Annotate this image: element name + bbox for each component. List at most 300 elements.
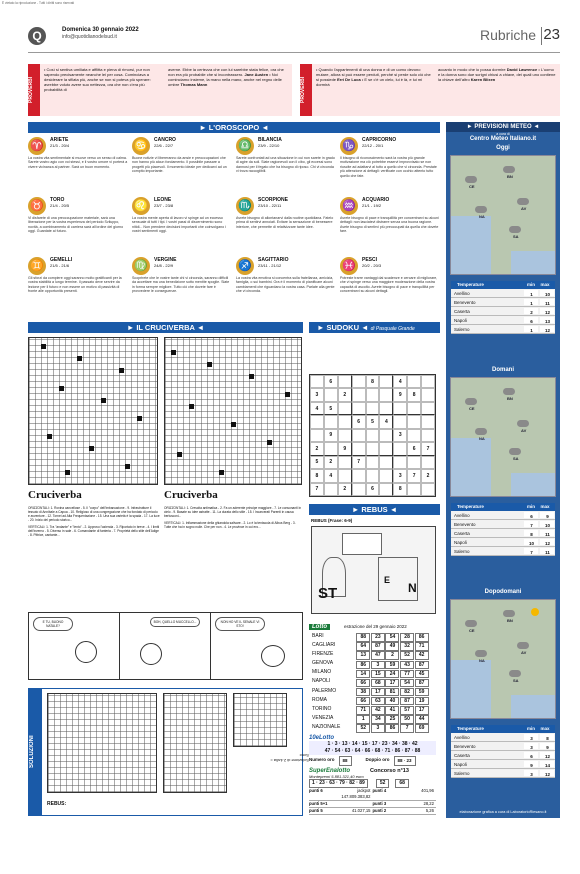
sudoku-cell[interactable] xyxy=(352,469,366,482)
temp-max: 12 xyxy=(540,770,554,776)
rebus-image xyxy=(311,526,436,614)
min-header: min xyxy=(526,726,535,731)
crossword-definitions-across: ORIZZONTALI: 1. Rovina cancellose - 5. Il "corpo" dell'imbarcazione - 9. Infrastrutture il tessuto di Annibale a Capua - 10. Religioso di una congregazione che ha fondato di pericolo e avventure - 12. Tornei ad Alta Frequentazione - 15. Una sua varietà è la spada - 17. La luce - 20. Inizio del periodo storico... xyxy=(28,506,160,522)
lotto-results xyxy=(309,622,436,815)
lotto-number: 50 xyxy=(400,715,414,724)
comic-strip xyxy=(28,612,303,680)
speech-bubble: NON HO VE IL SENALE VI STO! xyxy=(215,617,265,631)
comic-panel-3 xyxy=(211,613,302,679)
sudoku-cell[interactable] xyxy=(421,415,435,428)
proverb-text: • E se c'è un cielo, lui è là, e lui mi dormirà xyxy=(316,77,423,87)
sudoku-cell[interactable] xyxy=(393,442,407,455)
lotto-number: 86 xyxy=(356,661,370,670)
lotto-city: NAPOLI xyxy=(312,678,331,685)
prize-cell: punti 5+1 xyxy=(309,801,328,807)
city-name: Salerno xyxy=(454,549,470,554)
city-name: Caserta xyxy=(454,531,470,536)
sudoku-cell[interactable] xyxy=(379,469,393,482)
prize-row xyxy=(309,808,436,815)
weather-day: Oggi xyxy=(496,145,510,151)
sudoku-cell[interactable]: 2 xyxy=(310,442,324,455)
sign-forecast: La vostra vita emotiva si concentra sulla fratellanza, amicizia, famiglia, o sui bambini. Ora è il momento di pianificare alcuni cambiamenti che riguardano la vostra casa. Parlate alla gente che vi circonda. xyxy=(236,276,335,294)
weather-map xyxy=(450,599,556,719)
sudoku-cell[interactable]: 7 xyxy=(407,469,421,482)
crossword-definitions-down: VERTICALI: 1. Tra "andante" e "lento" - 2. Approvo l'azienda - 3. Riportato in breve - 4. I limiti dell'inverno - 5. Diverso in sale - 6. Comandante di fanteria - 7. Proprietà dello stile dell'Adige - 8. Pittrice, cantante... xyxy=(28,525,160,537)
rebus-label: REBUS: xyxy=(47,801,67,807)
sign-name: SAGITTARIO xyxy=(258,257,289,263)
sudoku-cell[interactable] xyxy=(324,415,338,428)
lotto-logo: Lotto xyxy=(309,624,330,630)
sudoku-cell[interactable] xyxy=(338,456,352,469)
sudoku-cell[interactable] xyxy=(366,456,380,469)
sudoku-cell[interactable] xyxy=(421,388,435,401)
temperature-table xyxy=(451,725,555,778)
zodiac-icon: ♎ xyxy=(236,137,254,155)
temp-max: 13 xyxy=(540,317,554,323)
rebus-letter-e: E xyxy=(384,575,391,585)
sign-name: VERGINE xyxy=(154,257,177,263)
rebus-hint: REBUS (Frase: 6-9) xyxy=(311,518,353,523)
sudoku-cell[interactable]: 2 xyxy=(324,456,338,469)
sudoku-cell[interactable]: 3 xyxy=(393,469,407,482)
weather-column xyxy=(446,122,560,818)
sudoku-cell[interactable] xyxy=(393,402,407,415)
lotto-number: 49 xyxy=(385,642,399,651)
temp-min: 1 xyxy=(524,290,538,296)
map-city-label: CE xyxy=(469,184,475,189)
sudoku-cell[interactable] xyxy=(379,375,393,388)
sign-name: CANCRO xyxy=(154,137,176,143)
temperature-row xyxy=(451,529,555,538)
lotto-number: 68 xyxy=(371,679,385,688)
sudoku-cell[interactable] xyxy=(407,429,421,442)
comic-panel-1 xyxy=(29,613,120,679)
sign-dates: 23/11 - 21/12 xyxy=(258,263,282,268)
prize-cell: 28,22 xyxy=(423,801,434,807)
horoscope-sign xyxy=(132,257,232,294)
sudoku-cell[interactable]: 8 xyxy=(393,483,407,496)
crossword-definitions-down: VERTICALI: 1. Infiammazione della ghiandola salivare - 2. Lo è la tentacola di Albus Berg - 3. Tutte che ha in sogno nulle. Che per non - 4. Le province in cui ero... xyxy=(164,521,296,529)
sign-name: ACQUARIO xyxy=(362,197,390,203)
temp-min: 3 xyxy=(524,770,538,776)
sign-name: TORO xyxy=(50,197,65,203)
sudoku-cell[interactable]: 8 xyxy=(366,375,380,388)
city-name: Napoli xyxy=(454,762,467,767)
sudoku-header xyxy=(309,322,440,333)
temperature-row xyxy=(451,538,555,547)
sudoku-cell[interactable]: 9 xyxy=(393,388,407,401)
zodiac-icon: ♐ xyxy=(236,257,254,275)
doppio-oro-label: Doppio oro xyxy=(365,757,390,763)
temp-max: 10 xyxy=(540,290,554,296)
sudoku-cell[interactable]: 9 xyxy=(338,442,352,455)
temp-max: 10 xyxy=(540,521,554,527)
proverb-author: Erri De Luca xyxy=(337,77,361,82)
sign-dates: 23/7 - 23/8 xyxy=(154,203,174,208)
zodiac-icon: ♋ xyxy=(132,137,150,155)
sudoku-cell[interactable] xyxy=(338,402,352,415)
table-title: Temperature xyxy=(457,726,484,731)
lotto-number: 42 xyxy=(415,651,429,660)
temp-max: 11 xyxy=(540,299,554,305)
sudoku-cell[interactable] xyxy=(310,415,324,428)
proverb-text: • L'uomo e la donna sono due scrigni chiusi a chiave, dei quali uno contiene la chiave dell'altro xyxy=(438,67,556,82)
temp-max: 12 xyxy=(540,752,554,758)
crossword-grid-2[interactable] xyxy=(164,337,302,485)
temperature-row xyxy=(451,520,555,529)
sudoku-cell[interactable]: 4 xyxy=(393,375,407,388)
sudoku-cell[interactable] xyxy=(421,429,435,442)
page-number: 23 xyxy=(543,26,560,43)
temp-min: 9 xyxy=(524,761,538,767)
proverb-text: accanto in modo che io possa dormire xyxy=(438,67,506,72)
prize-cell: jackpot 147.809.383,82 xyxy=(341,788,371,800)
proverb-author: Jane Austen xyxy=(244,72,269,77)
lotto-number: 19 xyxy=(415,697,429,706)
temperature-row xyxy=(451,316,555,325)
rebus-letters-st: ST xyxy=(318,585,338,602)
sudoku-cell[interactable] xyxy=(352,483,366,496)
city-name: Avellino xyxy=(454,513,470,518)
horoscope-sign xyxy=(28,197,128,234)
horoscope-sign xyxy=(236,197,336,229)
sudoku-cell[interactable]: 6 xyxy=(324,375,338,388)
sudoku-cell[interactable] xyxy=(366,402,380,415)
superenalotto-logo: SuperEnalotto xyxy=(309,768,351,775)
city-name: Benevento xyxy=(454,300,476,305)
lotto-number: 59 xyxy=(415,688,429,697)
temp-min: 3 xyxy=(524,743,538,749)
zodiac-icon: ♒ xyxy=(340,197,358,215)
sudoku-cell[interactable] xyxy=(338,469,352,482)
sudoku-cell[interactable]: 4 xyxy=(379,415,393,428)
rebus-solution: Soluzione di 2.4a5a = Sono xyxy=(270,753,309,763)
proverb-text: • Quando l'appartenenti di una donna e di un uomo devono mutare, allora si può essere perduti, perché si perde solo ciò che si possiede xyxy=(316,67,431,82)
sun-icon xyxy=(531,608,539,616)
lotto-number: 42 xyxy=(371,706,385,715)
lotto-number: 17 xyxy=(385,679,399,688)
lotto-number: 87 xyxy=(400,697,414,706)
lotto-row xyxy=(309,724,436,733)
sign-name: BILANCIA xyxy=(258,137,282,143)
crossword-solution-2 xyxy=(163,693,227,793)
comic-panel-2 xyxy=(120,613,211,679)
lotto-number: 82 xyxy=(400,688,414,697)
city-name: Benevento xyxy=(454,522,476,527)
sudoku-cell[interactable] xyxy=(338,415,352,428)
sudoku-cell[interactable]: 8 xyxy=(407,388,421,401)
page-header xyxy=(28,27,560,53)
sudoku-cell[interactable]: 6 xyxy=(407,442,421,455)
sudoku-cell[interactable] xyxy=(407,402,421,415)
sudoku-cell[interactable] xyxy=(379,483,393,496)
map-city-label: BN xyxy=(507,174,513,179)
temperature-row xyxy=(451,511,555,520)
lotto-row xyxy=(309,678,436,687)
lotto-number: 66 xyxy=(356,697,370,706)
weather-day-panel xyxy=(446,367,560,589)
sign-dates: 23/9 - 22/10 xyxy=(258,143,280,148)
lotto-number: 52 xyxy=(356,724,370,733)
crossword-grid-1[interactable] xyxy=(28,337,158,485)
contact-email[interactable]: info@quotidianodelsud.it xyxy=(62,34,117,40)
sign-dates: 20/2 - 20/3 xyxy=(362,263,382,268)
sudoku-cell[interactable] xyxy=(352,402,366,415)
lotto-number: 87 xyxy=(415,679,429,688)
lotto-number: 52 xyxy=(400,651,414,660)
sudoku-cell[interactable] xyxy=(421,402,435,415)
zodiac-icon: ♓ xyxy=(340,257,358,275)
city-name: Benevento xyxy=(454,744,476,749)
lotto-number: 17 xyxy=(415,706,429,715)
temp-min: 3 xyxy=(524,734,538,740)
sign-name: LEONE xyxy=(154,197,172,203)
prize-cell: punti 6 xyxy=(309,788,323,794)
lotto-number: 71 xyxy=(356,706,370,715)
sudoku-cell[interactable] xyxy=(324,388,338,401)
prize-row xyxy=(309,788,436,801)
map-city-label: SA xyxy=(513,234,519,239)
lotto-row xyxy=(309,697,436,706)
horoscope-sign xyxy=(340,137,440,178)
temp-min: 8 xyxy=(524,530,538,536)
sign-dates: 21/1 - 19/2 xyxy=(362,203,382,208)
speech-bubble: BOH, QUELLO MUCCELLO... xyxy=(150,617,200,627)
lotto-number: 17 xyxy=(371,688,385,697)
sign-forecast: Scoprirete che le vostre tante chi vi circonda, saranno difficili da accettare ma una benedizione sotto mentite spoglie. Siate in forma sempre migliore. Tutto ciò che dovete fare è provvedere le conseguenze. xyxy=(132,276,230,294)
sign-dates: 21/4 - 20/5 xyxy=(50,203,70,208)
sudoku-cell[interactable]: 7 xyxy=(352,456,366,469)
sudoku-cell[interactable] xyxy=(379,456,393,469)
lotto-city: VENEZIA xyxy=(312,714,334,721)
sudoku-cell[interactable] xyxy=(407,375,421,388)
sudoku-title: ► SUDOKU ◄ xyxy=(317,323,369,332)
sudoku-cell[interactable]: 4 xyxy=(324,469,338,482)
sudoku-grid[interactable] xyxy=(309,374,436,497)
weather-day-panel xyxy=(446,589,560,811)
lotto-row xyxy=(309,633,436,642)
sudoku-cell[interactable]: 4 xyxy=(310,402,324,415)
horoscope-sign xyxy=(28,137,128,169)
map-city-label: CE xyxy=(469,628,475,633)
sudoku-cell[interactable]: 5 xyxy=(310,456,324,469)
lotto-row xyxy=(309,688,436,697)
lotto-number: 63 xyxy=(371,697,385,706)
sudoku-cell[interactable] xyxy=(366,388,380,401)
tenelotto-numbers-1: 1 · 3 · 13 · 14 · 15 · 17 · 23 · 34 · 38 · 42 xyxy=(309,741,436,748)
sign-name: PESCI xyxy=(362,257,378,263)
sudoku-cell[interactable]: 9 xyxy=(324,429,338,442)
tenelotto-numbers-2: 47 · 54 · 63 · 64 · 66 · 68 · 71 · 86 · 87 · 88 xyxy=(309,748,436,755)
sudoku-cell[interactable]: 7 xyxy=(310,483,324,496)
lotto-number: 87 xyxy=(371,642,385,651)
proverbs-left xyxy=(28,64,292,116)
sudoku-cell[interactable] xyxy=(352,429,366,442)
temperature-row xyxy=(451,769,555,778)
lotto-number: 23 xyxy=(371,633,385,642)
sudoku-cell[interactable] xyxy=(338,429,352,442)
max-header: max xyxy=(540,726,550,731)
rebus-letter-n: N xyxy=(408,581,417,595)
sudoku-cell[interactable] xyxy=(393,415,407,428)
sudoku-cell[interactable] xyxy=(393,456,407,469)
sudoku-cell[interactable] xyxy=(407,483,421,496)
weather-credit-label: a cura di xyxy=(496,132,510,136)
sudoku-cell[interactable] xyxy=(310,375,324,388)
tenelotto-logo: 10eLotto xyxy=(309,735,335,742)
sudoku-cell[interactable] xyxy=(352,388,366,401)
sudoku-cell[interactable] xyxy=(366,442,380,455)
map-city-label: NA xyxy=(479,658,485,663)
sudoku-cell[interactable] xyxy=(324,442,338,455)
temperature-table xyxy=(451,281,555,334)
table-title: Temperature xyxy=(457,282,484,287)
weather-map xyxy=(450,155,556,275)
temperature-row xyxy=(451,760,555,769)
sudoku-solution xyxy=(233,693,287,747)
horoscope-sign xyxy=(236,137,336,174)
sudoku-cell[interactable]: 2 xyxy=(421,469,435,482)
horoscope-sign xyxy=(132,197,232,234)
lotto-number: 14 xyxy=(356,670,370,679)
city-name: Salerno xyxy=(454,327,470,332)
prize-cell: punti 4 xyxy=(372,788,387,794)
lotto-city: BARI xyxy=(312,633,324,639)
sudoku-cell[interactable] xyxy=(352,375,366,388)
map-city-label: BN xyxy=(507,396,513,401)
lotto-number: 24 xyxy=(385,670,399,679)
proverb-text: • Noi cominciamo insieme, la mano nella mano, anche nel regno delle ombre xyxy=(168,72,282,87)
lotto-number: 69 xyxy=(415,724,429,733)
sudoku-cell[interactable] xyxy=(407,415,421,428)
lotto-number: 1 xyxy=(356,715,370,724)
horoscope-sign xyxy=(340,257,440,294)
zodiac-icon: ♏ xyxy=(236,197,254,215)
map-city-label: AV xyxy=(521,428,527,433)
lotto-number: 13 xyxy=(356,651,370,660)
issue-date: Domenica 30 gennaio 2022 xyxy=(62,27,139,33)
header-divider xyxy=(541,27,542,45)
lotto-number: 54 xyxy=(400,679,414,688)
prize-cell: 41.027,15 xyxy=(351,808,371,814)
proverbs-label: PROVERBI xyxy=(300,64,312,116)
sudoku-cell[interactable] xyxy=(379,442,393,455)
prize-cell: 5,26 xyxy=(425,808,434,814)
map-city-label: SA xyxy=(513,456,519,461)
rebus-header: ► REBUS ◄ xyxy=(309,504,440,515)
sign-forecast: Gli sforzi da compiere oggi saranno molto gratificanti per la vostra stabilità a lungo termine. Il passato deve servire da lezione per il futuro e non essere un motivo di passività di fronte alle opportunità presenti. xyxy=(28,276,122,294)
lotto-row xyxy=(309,715,436,724)
city-name: Avellino xyxy=(454,735,470,740)
numero-oro-label: Numero oro xyxy=(309,757,335,763)
lotto-number: 45 xyxy=(415,670,429,679)
sudoku-cell[interactable]: 5 xyxy=(324,402,338,415)
lotto-number: 86 xyxy=(385,724,399,733)
max-header: max xyxy=(540,504,550,509)
lotto-number: 34 xyxy=(371,715,385,724)
sign-forecast: Avrete bisogno di pace e tranquillità per concentrarvi su alcuni dettagli: non lasciatevi distrarre senza una buona ragione. Avete bisogno di sentirvi più preoccupati da quella che dovete fare. xyxy=(340,216,439,234)
lotto-number: 47 xyxy=(371,651,385,660)
sudoku-cell[interactable]: 6 xyxy=(366,483,380,496)
temp-max: 12 xyxy=(540,539,554,545)
sudoku-cell[interactable] xyxy=(379,429,393,442)
lotto-number: 15 xyxy=(371,670,385,679)
sudoku-cell[interactable]: 6 xyxy=(352,415,366,428)
lotto-number: 3 xyxy=(371,724,385,733)
sign-name: CAPRICORNO xyxy=(362,137,397,143)
sudoku-cell[interactable] xyxy=(379,402,393,415)
zodiac-icon: ♊ xyxy=(28,257,46,275)
map-city-label: CE xyxy=(469,406,475,411)
temperature-row xyxy=(451,547,555,556)
prize-cell: punti 5 xyxy=(309,808,323,814)
sudoku-cell[interactable]: 3 xyxy=(393,429,407,442)
sign-dates: 22/12 - 20/1 xyxy=(362,143,384,148)
prize-cell: punti 2 xyxy=(372,808,387,814)
horoscope-grid xyxy=(28,137,440,317)
city-name: Salerno xyxy=(454,771,470,776)
temp-min: 6 xyxy=(524,752,538,758)
sudoku-cell[interactable] xyxy=(352,442,366,455)
sign-dates: 22/6 - 22/7 xyxy=(154,143,174,148)
sudoku-author: di Pasquale Grande xyxy=(370,326,415,332)
lotto-city: MILANO xyxy=(312,669,332,676)
weather-day-panel xyxy=(446,145,560,367)
lotto-number: 43 xyxy=(400,661,414,670)
speech-bubble: E TU, BUONO NATALE? xyxy=(33,617,73,631)
crossword-solution-1 xyxy=(47,693,157,793)
weather-footer: elaborazione grafica a cura di LaboratorioRiesano.it xyxy=(459,810,547,814)
proverbs-right xyxy=(300,64,560,116)
sudoku-cell[interactable]: 2 xyxy=(338,483,352,496)
lotto-number: 66 xyxy=(356,679,370,688)
sudoku-cell[interactable]: 8 xyxy=(310,469,324,482)
sudoku-cell[interactable]: 7 xyxy=(421,442,435,455)
concorso-number: Concorso n°13 xyxy=(370,768,409,775)
sudoku-cell[interactable] xyxy=(366,469,380,482)
sign-forecast: Buone notizie vi libereranno da ansie e preoccupazioni che non hanno più alcun fondamento. Il possibile passare a progetti più piacevoli. Il momento ideale per dedicarvi ad un compito importante. xyxy=(132,156,227,174)
zodiac-icon: ♉ xyxy=(28,197,46,215)
sudoku-cell[interactable]: 3 xyxy=(310,388,324,401)
weather-map xyxy=(450,377,556,497)
sudoku-cell[interactable] xyxy=(366,429,380,442)
sudoku-cell[interactable]: 2 xyxy=(338,388,352,401)
sudoku-cell[interactable] xyxy=(338,375,352,388)
temp-max: 12 xyxy=(540,308,554,314)
sign-name: ARIETE xyxy=(50,137,69,143)
sign-dates: 24/8 - 22/9 xyxy=(154,263,174,268)
sudoku-cell[interactable] xyxy=(407,456,421,469)
temp-min: 6 xyxy=(524,317,538,323)
sudoku-cell[interactable] xyxy=(310,429,324,442)
min-header: min xyxy=(526,504,535,509)
temp-min: 6 xyxy=(524,512,538,518)
sudoku-cell[interactable] xyxy=(421,456,435,469)
lotto-number: 87 xyxy=(415,661,429,670)
sign-forecast: Potreste trarre vantaggi dai scadenze e cercare di migliorare, che vi spinge verso una maggiore moderazione della vostra capacità di ascolto. Avrete bisogno di pace e tranquillità per concentrarvi su alcuni dettagli. xyxy=(340,276,438,294)
lotto-number: 57 xyxy=(400,706,414,715)
temperature-row xyxy=(451,742,555,751)
min-header: min xyxy=(526,282,535,287)
montepremi: Montepremi 5.881.321,40 euro xyxy=(309,774,364,780)
sudoku-cell[interactable] xyxy=(421,483,435,496)
lotto-row xyxy=(309,651,436,660)
sudoku-cell[interactable] xyxy=(379,388,393,401)
sudoku-cell[interactable] xyxy=(324,483,338,496)
sudoku-cell[interactable] xyxy=(421,375,435,388)
sudoku-cell[interactable]: 5 xyxy=(366,415,380,428)
prize-table xyxy=(309,788,436,815)
